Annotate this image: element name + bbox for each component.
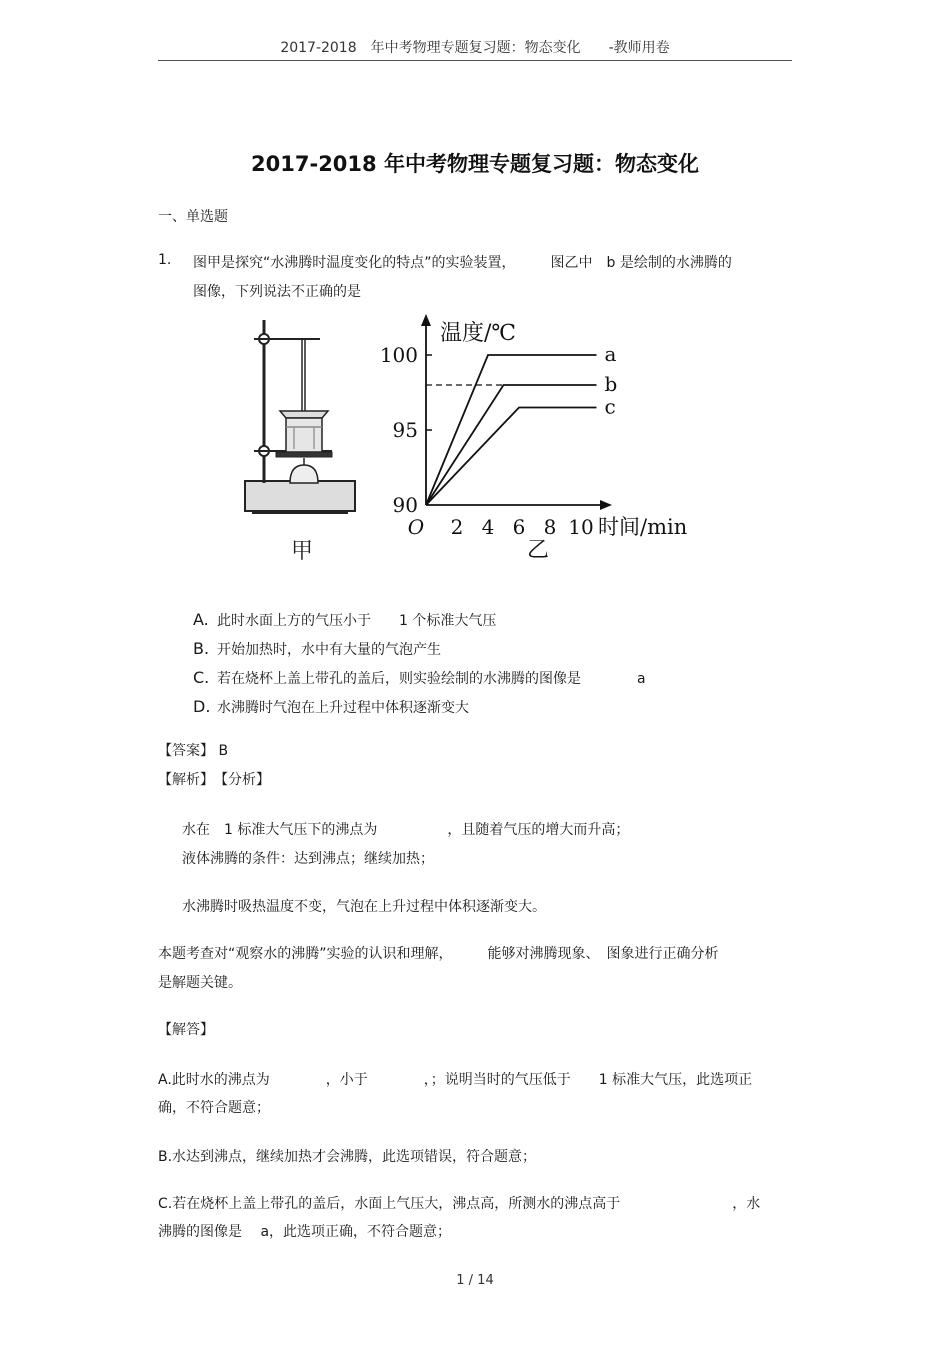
alcohol-lamp [290, 458, 318, 483]
option-d [193, 697, 469, 717]
x-axis-arrow [600, 500, 612, 510]
y-axis-label: 温度/℃ [440, 321, 517, 346]
x-tick-label-8: 8 [543, 515, 557, 539]
option-c-letter: C. [193, 668, 210, 687]
series-label-b: b [604, 372, 618, 396]
series-line-c [426, 408, 597, 506]
series-line-a [426, 355, 597, 505]
solution-c-line2: 沸腾的图像是 a，此选项正确，不符合题意； [158, 1224, 452, 1240]
page-header: 2017-2018 年中考物理专题复习题：物态变化 -教师用卷 [280, 40, 670, 56]
series-label-a: a [604, 342, 617, 366]
figure-caption-jia: 甲 [290, 539, 314, 564]
page-number: 1 / 14 [456, 1273, 494, 1288]
figure-caption-yi: 乙 [526, 538, 550, 563]
analysis-p4-line1: 本题考查对“观察水的沸腾”实验的认识和理解， 能够对沸腾现象、 图象进行正确分析 [158, 946, 719, 962]
page-title: 2017-2018 年中考物理专题复习题：物态变化 [251, 152, 699, 176]
x-tick-label-4: 4 [481, 515, 495, 539]
answer-line: 【答案】 B [158, 743, 229, 759]
y-tick-label-100: 100 [379, 343, 418, 367]
analysis-label: 【解析】 【分析】 [158, 772, 270, 788]
solution-c-line1: C.若在烧杯上盖上带孔的盖后，水面上气压大，沸点高，所测水的沸点高于 ，水 [158, 1196, 761, 1212]
x-axis-label: 时间/min [598, 515, 688, 539]
solution-label: 【解答】 [158, 1022, 214, 1038]
question-text-line1: 图甲是探究“水沸腾时温度变化的特点”的实验装置， 图乙中 b 是绘制的水沸腾的 [193, 255, 732, 271]
analysis-p4-line2: 是解题关键。 [158, 975, 242, 991]
analysis-p1: 水在 1 标准大气压下的沸点为 ，且随着气压的增大而升高； [182, 822, 630, 838]
section-heading: 一、单选题 [158, 209, 228, 225]
wire-gauze [276, 452, 332, 457]
temperature-time-chart [378, 312, 718, 567]
analysis-p3: 水沸腾时吸热温度不变，气泡在上升过程中体积逐渐变大。 [182, 899, 546, 915]
y-tick-label-90: 90 [392, 493, 418, 517]
solution-a-line1: A.此时水的沸点为 ，小于 ，；说明当时的气压低于 1 标准大气压，此选项正 [158, 1072, 753, 1088]
x-tick-label-6: 6 [512, 515, 526, 539]
y-axis-arrow [421, 314, 431, 326]
apparatus-figure [240, 315, 365, 565]
x-tick-label-10: 10 [568, 515, 594, 539]
question-text-line2: 图像，下列说法不正确的是 [193, 284, 361, 300]
analysis-p2: 液体沸腾的条件：达到沸点；继续加热； [182, 851, 434, 867]
solution-b-line1: B.水达到沸点，继续加热才会沸腾，此选项错误，符合题意； [158, 1149, 537, 1165]
option-d-letter: D. [193, 697, 211, 716]
option-c [193, 668, 646, 688]
series-label-c: c [604, 394, 616, 419]
option-b-text: 开始加热时，水中有大量的气泡产生 [217, 642, 441, 658]
option-a [193, 610, 496, 630]
option-c-text: 若在烧杯上盖上带孔的盖后，则实验绘制的水沸腾的图像是 a [217, 671, 646, 687]
question-number: 1. [158, 252, 172, 268]
option-a-text: 此时水面上方的气压小于 1 个标准大气压 [217, 613, 497, 629]
solution-a-line2: 确，不符合题意； [158, 1100, 270, 1116]
option-b-letter: B. [193, 639, 210, 658]
origin-label: O [407, 515, 425, 539]
option-b [193, 639, 441, 659]
y-tick-label-95: 95 [392, 418, 418, 442]
header-divider [158, 60, 792, 61]
beaker [280, 411, 328, 452]
option-d-text: 水沸腾时气泡在上升过程中体积逐渐变大 [217, 700, 469, 716]
x-tick-label-2: 2 [450, 515, 464, 539]
option-a-letter: A. [193, 610, 209, 629]
